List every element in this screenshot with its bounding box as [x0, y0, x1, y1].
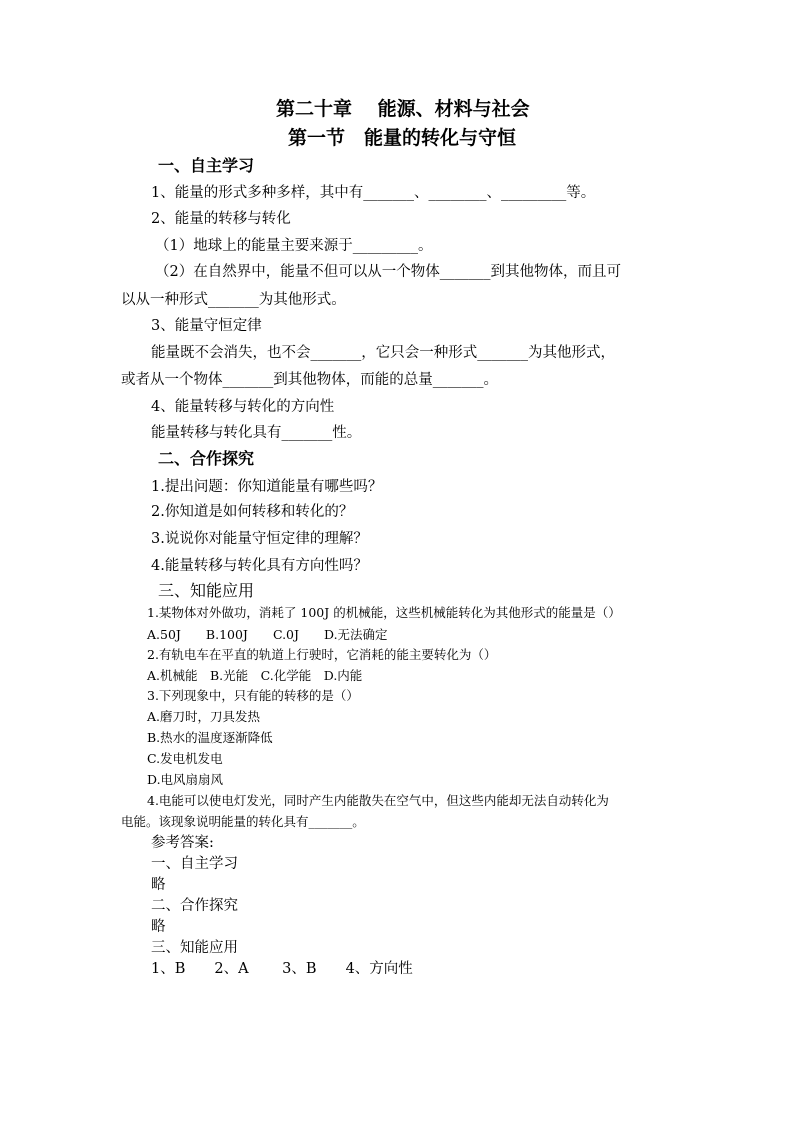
part3-question-1-options: A.50J B.100J C.0J D.无法确定: [147, 627, 388, 642]
part3-question-2-options: A.机械能 B.光能 C.化学能 D.内能: [147, 668, 363, 683]
part1-question-3-line1: 能量既不会消失，也不会_______，它只会一种形式_______为其他形式，: [151, 345, 615, 361]
part2-item-4: 4.能量转移与转化具有方向性吗？: [151, 558, 368, 574]
answers-section-1: 一、自主学习: [151, 856, 238, 872]
part3-question-3-option-b: B.热水的温度逐渐降低: [147, 730, 273, 745]
part3-question-1: 1.某物体对外做功，消耗了 100J 的机械能，这些机械能转化为其他形式的能量是（）: [147, 605, 621, 620]
part3-question-2: 2.有轨电车在平直的轨道上行驶时，它消耗的能主要转化为（）: [147, 647, 497, 662]
part1-question-2-1: （1）地球上的能量主要来源于_________。: [155, 238, 433, 254]
answers-heading: 参考答案:: [151, 835, 214, 851]
part3-question-3-option-d: D.电风扇扇风: [147, 772, 224, 787]
part2-heading: 二、合作探究: [158, 449, 255, 468]
part2-item-1: 1.提出问题：你知道能量有哪些吗？: [151, 479, 383, 495]
part3-question-3: 3.下列现象中，只有能的转移的是（）: [147, 688, 359, 703]
part3-heading: 三、知能应用: [158, 581, 255, 600]
chapter-title: 第二十章 能源、材料与社会: [276, 98, 530, 120]
part3-question-3-option-a: A.磨刀时，刀具发热: [147, 709, 261, 724]
part1-question-1: 1、能量的形式多种多样，其中有_______、________、_________等。: [151, 185, 596, 201]
part3-question-4-line2: 电能。该现象说明能量的转化具有_______。: [121, 814, 365, 829]
part2-item-3: 3.说说你对能量守恒定律的理解？: [151, 531, 368, 547]
answers-section-2-value: 略: [151, 919, 166, 935]
part1-question-2-2-line2: 以从一种形式_______为其他形式。: [121, 292, 346, 308]
part1-heading: 一、自主学习: [158, 156, 255, 175]
part1-question-4-line1: 能量转移与转化具有_______性。: [151, 425, 362, 441]
part1-question-4: 4、能量转移与转化的方向性: [151, 399, 335, 415]
part3-question-4-line1: 4.电能可以使电灯发光，同时产生内能散失在空气中，但这些内能却无法自动转化为: [147, 793, 609, 808]
answers-section-1-value: 略: [151, 877, 166, 893]
part1-question-2: 2、能量的转移与转化: [151, 211, 291, 227]
part3-question-3-option-c: C.发电机发电: [147, 751, 223, 766]
part1-question-3-line2: 或者从一个物体_______到其他物体，而能的总量_______。: [121, 372, 498, 388]
answers-section-3-value: 1、B 2、A 3、B 4、方向性: [151, 961, 413, 977]
part1-question-3: 3、能量守恒定律: [151, 318, 262, 334]
part2-item-2: 2.你知道是如何转移和转化的？: [151, 504, 354, 520]
part1-question-2-2-line1: （2）在自然界中，能量不但可以从一个物体_______到其他物体，而且可: [155, 264, 621, 280]
section-title: 第一节 能量的转化与守恒: [288, 127, 517, 149]
answers-section-2: 二、合作探究: [151, 898, 238, 914]
answers-section-3: 三、知能应用: [151, 940, 238, 956]
